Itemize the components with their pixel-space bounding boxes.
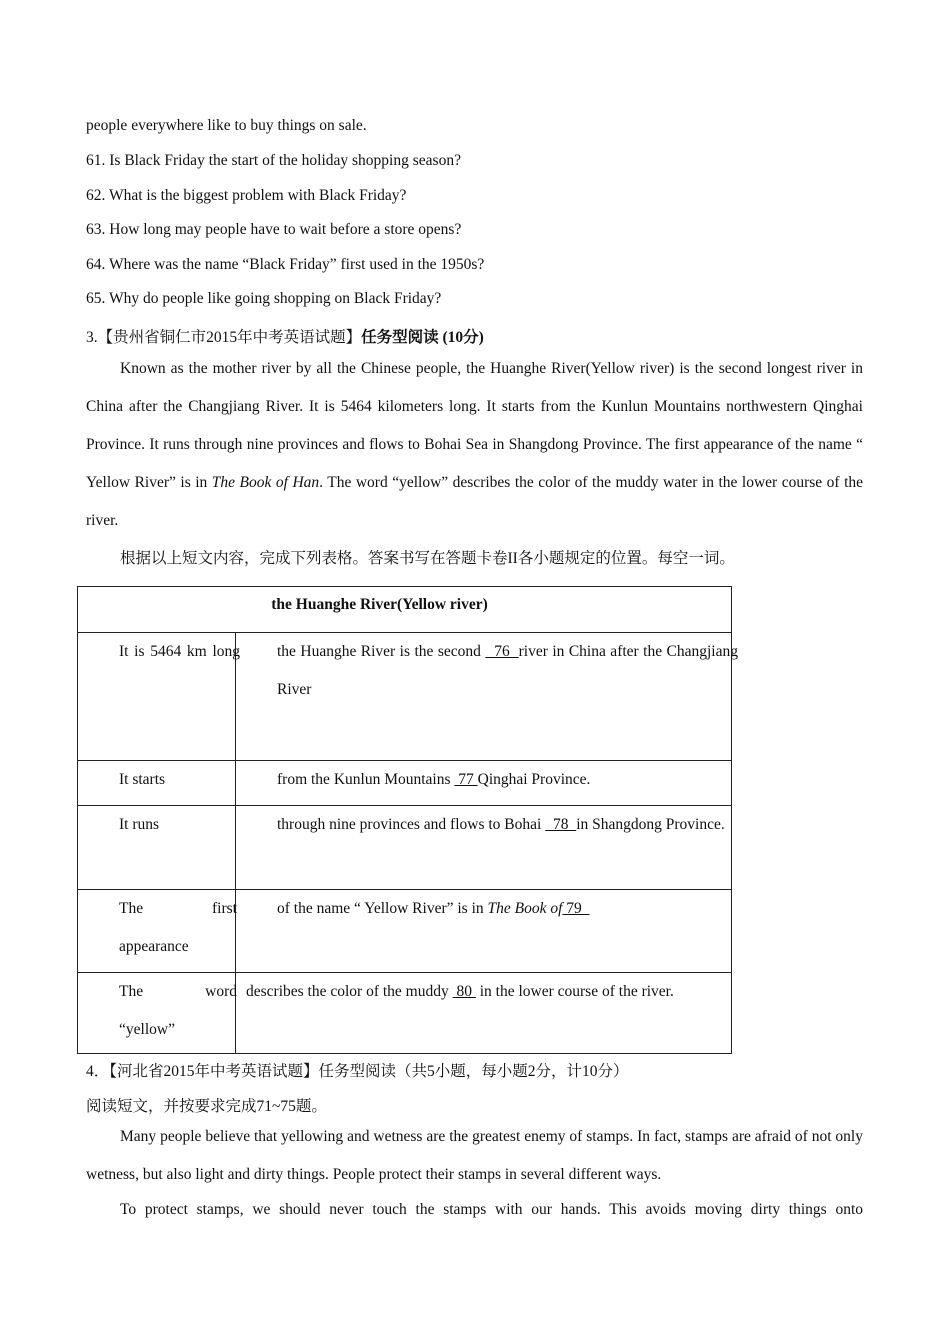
section3-source: 【贵州省铜仁市2015年中考英语试题】	[97, 329, 362, 346]
section3-task: 任务型阅读 (10分)	[361, 329, 484, 346]
intro-tail: people everywhere like to buy things on sale.	[86, 117, 367, 134]
section3-passage	[86, 350, 863, 540]
blank-79[interactable]: 79	[562, 900, 590, 917]
blank-78[interactable]: 78	[545, 816, 577, 833]
blank-77[interactable]: 77	[454, 771, 478, 788]
table-row	[78, 632, 738, 760]
section3-number: 3.	[86, 329, 98, 346]
row-label: The first appearance	[119, 900, 237, 955]
row-label: It starts	[119, 771, 166, 788]
row-content: describes the color of the muddy 80 in the lower course of the river.	[246, 983, 674, 1000]
row-label: It is 5464 km long	[119, 643, 240, 660]
blank-80[interactable]: 80	[452, 983, 476, 1000]
section4-instruction: 阅读短文，并按要求完成71~75题。	[86, 1098, 327, 1115]
row-label: It runs	[119, 816, 160, 833]
passage-book-title: The Book of Han	[211, 474, 320, 491]
passage-text-a: Known as the mother river by all the Chinese people, the Huanghe River(Yellow river) is the second longest river in China after the Changjiang River. It is 5464 kilometers long. It starts from the Kunlun Mountains northwestern Qinghai Province. It runs through nine provinces and flows to Bohai Sea in Shangdong Province. The first appearance of the name “ Yellow River” is in	[86, 360, 863, 491]
table-row	[78, 805, 731, 889]
table-row	[78, 972, 731, 1054]
passage-text-b: . The word “yellow” describes the color of the muddy water in the lower course of the river.	[86, 474, 864, 529]
table-row	[78, 889, 731, 972]
section3-instruction: 根据以上短文内容，完成下列表格。答案书写在答题卡卷II各小题规定的位置。每空一词。	[120, 550, 735, 567]
question-64: 64. Where was the name “Black Friday” first used in the 1950s?	[86, 256, 485, 273]
question-63: 63. How long may people have to wait before a store opens?	[86, 221, 462, 238]
table-title: the Huanghe River(Yellow river)	[271, 596, 488, 613]
section4-heading: 4．【河北省2015年中考英语试题】任务型阅读（共5小题，每小题2分，计10分）	[86, 1063, 629, 1080]
row-content: the Huanghe River is the second 76 river in China after the Changjiang River	[277, 643, 738, 698]
section4-para1: Many people believe that yellowing and wetness are the greatest enemy of stamps. In fact, stamps are afraid of not only wetness, but also light and dirty things. People protect their stamps in several different ways.	[86, 1128, 863, 1183]
blank-76[interactable]: 76	[485, 643, 519, 660]
row-label: The word “yellow”	[119, 983, 237, 1038]
section3-heading	[86, 325, 484, 347]
row-content: through nine provinces and flows to Bohai 78 in Shangdong Province.	[277, 816, 725, 833]
info-table	[77, 586, 738, 1054]
question-61: 61. Is Black Friday the start of the holiday shopping season?	[86, 152, 461, 169]
row-content: from the Kunlun Mountains 77 Qinghai Province.	[277, 771, 591, 788]
row-content: of the name “ Yellow River” is in The Book of 79	[277, 900, 590, 917]
question-65: 65. Why do people like going shopping on Black Friday?	[86, 290, 442, 307]
question-62: 62. What is the biggest problem with Black Friday?	[86, 187, 407, 204]
section4-para2: To protect stamps, we should never touch the stamps with our hands. This avoids moving dirty things onto	[120, 1201, 863, 1218]
table-row	[78, 760, 731, 805]
